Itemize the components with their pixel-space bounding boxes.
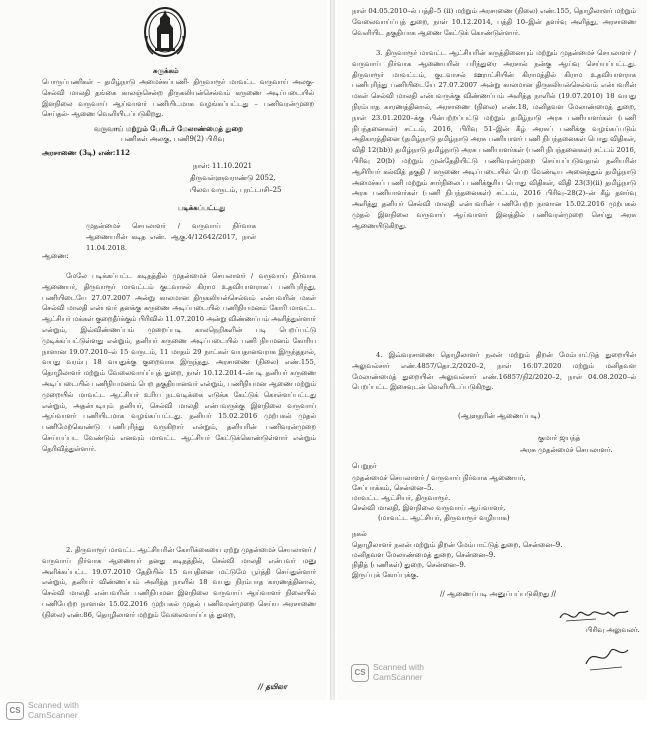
to-line-2: சேப்பாக்கம், சென்னை–5.	[352, 484, 434, 492]
subject: பொருப்பணிகள் – தமிழ்நாடு அமைச்சுப்பணி- திருவாரூர் மாவட்ட வருவாய் அலகு- செல்வி மாலதி தங்கை காலஞ்சென்ற திருகலியன்செல்வம் கருணை அடிப்படையில் இளநிலை வருவாய் ஆய்வாளர் பணியிடமாக வழங்கப்பட்டது – பணிவரன்முறை செய்தல்- ஆணை வெளியிடப்படுகிறது.	[42, 78, 314, 119]
handwritten-signature-icon	[556, 604, 632, 626]
copy-line-3: நிதித் (பணிகள்) துறை, சென்னை–9.	[352, 561, 467, 569]
officer-title: பிரிவு அலுவலர்.	[586, 626, 640, 634]
signatory-name: குமார் ஜயந்த்	[538, 434, 581, 442]
order-label: ஆணை:	[42, 252, 69, 260]
tamil-year: திருவள்ளுவராண்டு 2052,	[190, 174, 276, 182]
signatory-title: அரசு முதன்மைச் செயலாளர்.	[520, 446, 613, 454]
camscanner-logo-icon: CS	[6, 702, 24, 720]
handwritten-initials-icon	[582, 640, 632, 674]
forwarded-line: // ஆணைப்படி அனுப்பப்படுகிறது //	[440, 590, 557, 598]
copy-label: நகல்	[352, 530, 367, 538]
tamil-nadu-emblem-icon	[143, 6, 187, 62]
continued-marker: // தயிலா	[258, 682, 287, 691]
go-number: அரசாணை (3டி) எண்:112	[42, 148, 130, 157]
tamil-month: பிலவ வருடம், புரட்டாசி–25	[190, 186, 282, 194]
to-line-3: மாவட்ட ஆட்சியர், திருவாரூர்.	[352, 494, 451, 502]
right-page	[338, 0, 647, 700]
copy-line-4: இருப்புக் கோப்புக்கு.	[352, 571, 419, 579]
paragraph-4: 4. இவ்வரசாணை தொழிலாளர் நலன் மற்றும் திறன் மேம்பாட்டுத் துறையின் அலுவல்சார் எண்.4857/தொ.2/2020–2, நாள் 16.07.2020 மற்றும் மனிதவள மேலாண்மைத் துறையின் அலுவல்சார் எண்.16857/நி2/2020–2, நாள் 04.08.2020–ல் பெறப்பட்ட இசைவுடன் வெளியிடப்படுகிறது.	[352, 351, 636, 392]
copy-line-1: தொழிலாளர் நலன் மற்றும் திறன் மேம்பாட்டுத் துறை, சென்னை–9.	[352, 541, 563, 549]
header-word: சுருக்கம்	[153, 66, 179, 75]
camscanner-text: Scanned with CamScanner	[373, 662, 425, 682]
by-order: (ஆளுநரின் ஆணைப்படி)	[458, 412, 541, 420]
read-label: படிக்கப்பட்டது	[178, 203, 226, 212]
department: வருவாய் மற்றும் பேரிடர் மேலாண்மைத் துறை	[94, 124, 243, 133]
left-page	[0, 0, 327, 700]
reference: முதன்மைச் செயலாளர் / வருவாய் நிர்வாக ஆணையரின் கடித எண். ஆகு.4/12642/2017, நாள் 11.04.2018.	[86, 222, 256, 252]
date-line: நாள்: 11.10.2021	[193, 162, 253, 170]
camscanner-text: Scanned with CamScanner	[28, 700, 80, 720]
paragraph-2: 2. திருவாரூர் மாவட்ட ஆட்சியரின் கோரிக்கையை ஏற்று முதன்மைச் செயலாளர் / வருவாய் நிர்வாக ஆணையர் தனது கடிதத்தில், செல்வி மாலதி என்பவர் மனு அளிக்கப்பட்ட 19.07.2010 தேதியில் 15 வயதினை மட்டுமே பூர்த்தி செய்துள்ளார் என்றும், தனியர் விண்ணப்பம் அளித்த நாளில் 18 வயது நிரம்பாத காரணத்தினால், செல்வி மாலதி என்பவரின் பணிநியமன இளநிலை வருவாய் ஆய்வாளர் நிலையில் பணியேற்ற நாளான 15.02.2016 முற்பகல் முதல் பணிவரன்முறை செய்ய அரசாணை (நிலை) எண்.86, தொழிலாளர் மற்றும் வேலைவாய்ப்புத் துறை,	[42, 546, 316, 619]
copy-line-2: மனிதவள மேலாண்மைத் துறை, சென்னை–9.	[352, 551, 496, 559]
to-line-5: (மாவட்ட ஆட்சியர், திருவாரூர் வழியாக)	[378, 514, 510, 522]
camscanner-logo-icon: CS	[351, 664, 369, 682]
to-label: பெறுநர்	[352, 462, 377, 470]
section: பணிகள் அலகு, பணி9(2) பிரிவு	[121, 135, 225, 143]
paragraph-1: மேலே படிக்கப்பட்ட கடிதத்தில் முதன்மைச் செயலாளர் / வருவாய் நிர்வாக ஆணையர், திருவாரூர் மாவட்டம் குடவாசல் கிராம உதவியாளராகப் பணிபுரிந்து, பணியிடையே 27.07.2007 அன்று காலமான திருகலியன்செல்வம் என்பவரின் மகள் செல்வி மாலதி என்பவர் தனக்கு கருணை அடிப்படையில் பணிநியமனம் கோரி மாவட்ட ஆட்சியர் மக்கள் குறைதீர்க்கும் பிரிவில் 11.07.2010 அன்று விண்ணப்பம் அளித்துள்ளார் என்றும், இவ்விண்ணப்பம் முறைப்படி காலநெறிகளின் படி பெறப்பட்டு முடிக்கப்பட்டுள்ளது என்றும், தனியர் கருணை அடிப்படையில் பணி நியமனம் கோரிய நாளான 19.07.2010–ல் 15 வருடம், 11 மாதம் 29 நாட்கள் வயதானவராக இருந்ததால், வயது வரம்பு 18 வயதுக்கு குறைவாக இருந்தது. அரசாணை (நிலை) எண்.155, தொழிலாளர் மற்றும் வேலைவாய்ப்புத் துறை, நாள் 10.12.2014–ன்படி தனியர் கருணை அடிப்படையில் பணிநியமனம் பெற தகுதியானவர் என்றும், பணிநியமன ஆணை மற்றும் முறையில் மாவட்ட ஆட்சியர் உரிய நடவடிக்கை எடுக்க கேட்டுக் கொள்ளப்பட்டது என்றும், அதன்படியும் தனியர், செல்வி மாலதி என்பவருக்கு இளநிலை வருவாய் ஆய்வாளர் பணியிடமாக வழங்கப்பட்டது. தனியர் 15.02.2016 முற்பகல் முதல் பணிமேற்கொண்டு பணிபுரிந்து வருகிறார் என்றும், தனியரின் பணிவரன்முறை செய்யப்பட வேண்டும் எனவும் மாவட்ட ஆட்சியர் கேட்டுக்கொண்டுள்ளார் என்றும் தெரிவித்துள்ளார்.	[42, 272, 316, 453]
to-line-4: செல்வி மாலதி, இளநிலை வருவாய் ஆய்வாளர்,	[352, 504, 506, 512]
paragraph-2-continued: நாள் 04.05.2010–ல் பத்தி–5 (ii) மற்றும் அரசாணை (நிலை) எண்.155, தொழிலாளர் மற்றும் வேலைவாய்ப்புத் துறை, நாள் 10.12.2014, பத்தி 10–இன் தளர்வு அளித்து, அரசாணை வெளியிட தகுதியாக ஆணை கேட்டுக் கொண்டுள்ளார்.	[352, 7, 636, 37]
paragraph-3: 3. திருவாரூர் மாவட்ட ஆட்சியரின் கருத்தினையும் மற்றும் முதன்மைச் செயலாளர் / வருவாய் நிர்வாக ஆணையரின் பரிந்துரை அரசால் நன்கு ஆய்வு செய்யப்பட்டது. திருவாரூர் மாவட்டம், குடவாசல் ஊராட்சியின் கிராமத்தில் கிராம உதவியாளராக பணிபுரிந்து பணியிடையே 27.07.2007 அன்று காலமான திருகலியன்செல்வம் என்பவரின் மகள் செல்வி மாலதி என்பவருக்கு விண்ணப்பம் அளித்த நாளில் (19.07.2010) 18 வயது நிரம்பாத காரணத்தினால், அரசாணை (நிலை) எண்.18, மனிதவள மேலாண்மைத் துறை, நாள் 23.01.2020–க்கு பின்பற்றப்பட்டு மற்றும் தமிழ்நாடு அரசு பணியாளர்கள் (பணி நிபந்தனைகள்) சட்டம், 2016, பிரிவு 51–இன் கீழ் அரசுப் பணிக்கு வழங்கப்படும் அதிகாரத்தினை (தமிழ்நாடு தமிழ்நாடு அரசு பணியாளர் பணி நிபந்தனைகள் பொது விதிகள், விதி 12(bb)) தமிழ்நாடு தமிழ்நாடு அரசு பணியாளர்கள் (பணி நிபந்தனைகள்) சட்டம் 2016, பிரிவு 20(b) மற்றும் முன்தேதியிட்டு பணிவரன்முறை செய்யப்படுவதால் தனியரின் ஆசிரியர் கல்வித் தகுதி / கருணை அடிப்படையில் பெற வேண்டிய அனைத்தும் தமிழ்நாடு அமைச்சுப் பணி மற்றும் சார்நிலைப் பணிக்குரிய பொது விதிகள், விதி 23(3)(ii) தமிழ்நாடு அரசு பணியாளர்கள் (பணி நிபந்தனைகள்) சட்டம், 2016 பிரிவு–28(2)–ன் கீழ் தளர்வு அளித்து தனியர் செல்வி மாலதி என்பவரின் பணியேற்ற நாளான 15.02.2016 முற்பகல் முதல் இளநிலை வருவாய் ஆய்வாளர் இனத்தில் பணிவரன்முறை செய்து அரசு ஆணையிடுகிறது.	[352, 49, 636, 230]
page-fold	[330, 0, 335, 700]
to-line-1: முதன்மைச் செயலாளர் / வருவாய் நிர்வாக ஆணையர்,	[352, 474, 526, 482]
